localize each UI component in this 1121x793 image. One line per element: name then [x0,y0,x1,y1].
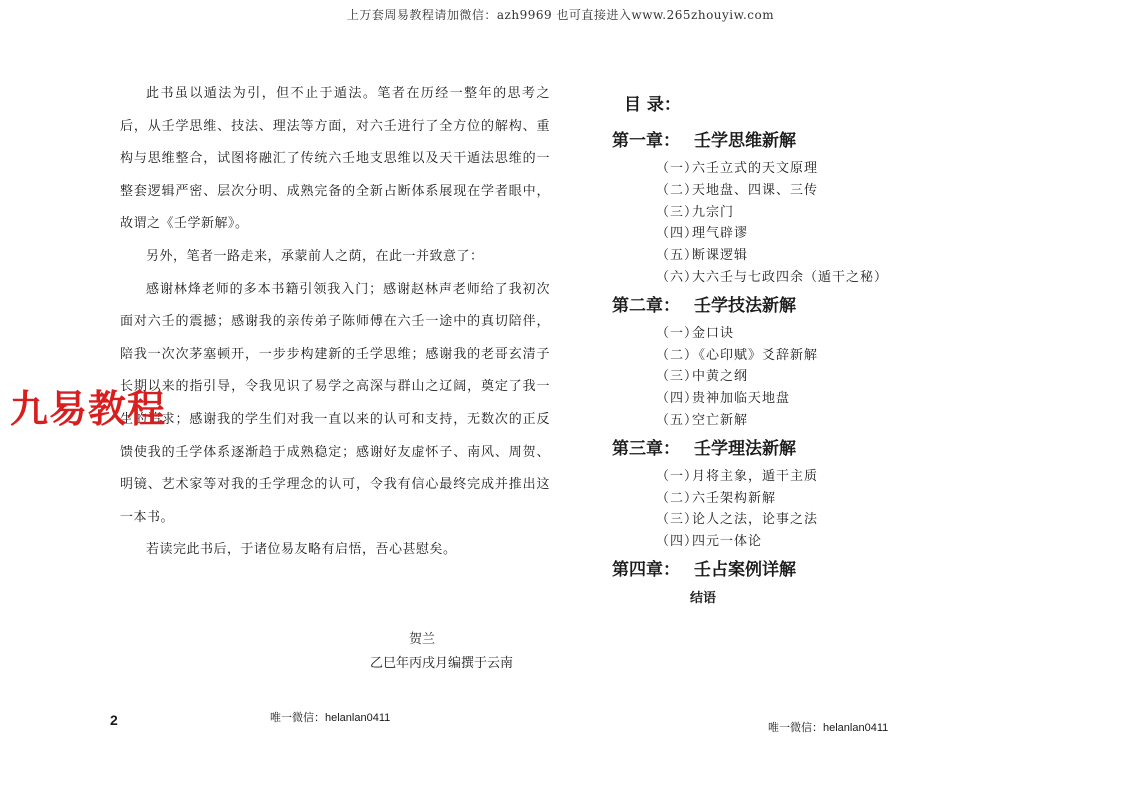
toc-item[interactable] [612,531,1072,553]
preface-paragraph-1: 此书虽以遁法为引，但不止于遁法。笔者在历经一整年的思考之后，从壬学思维、技法、理法等方面，对六壬进行了全方位的解构、重构与思维整合，试图将融汇了传统六壬地支思维以及天干遁法思维的一整套逻辑严密、层次分明、成熟完备的全新占断体系展现在学者眼中，故谓之《壬学新解》。 [120,86,550,232]
item-index: （三） [656,369,699,385]
chapter-name: 壬学思维新解 [694,131,796,151]
author-signature [370,628,513,676]
toc-item[interactable] [612,202,1072,224]
toc-item[interactable] [612,509,1072,531]
item-index: （五） [656,248,699,264]
toc-item[interactable] [612,323,1072,345]
toc-item[interactable] [612,223,1072,245]
item-text: 金口诀 [692,325,735,341]
author-name: 贺兰 [409,632,436,647]
toc-item[interactable] [612,410,1072,432]
item-index: （三） [656,204,699,220]
item-text: 贵神加临天地盘 [692,391,791,407]
chapter-4 [612,553,1072,587]
toc-item[interactable] [612,388,1072,410]
toc-item[interactable] [612,180,1072,202]
item-text: 理气辟谬 [692,226,749,242]
chapter-label: 第四章： [612,559,680,580]
chapter-name: 壬学理法新解 [694,438,796,459]
toc-title: 目 录： [624,95,681,115]
table-of-contents [612,90,1072,611]
chapter-title[interactable] [612,553,1072,587]
toc-item[interactable] [612,267,1072,289]
item-text: 断课逻辑 [692,248,749,264]
preface-text [120,78,550,567]
toc-item[interactable] [612,488,1072,510]
chapter-title[interactable] [612,289,1072,323]
item-index: （二） [656,347,699,363]
item-index: （四） [656,391,699,407]
chapter-2 [612,289,1072,432]
item-index: （三） [656,512,699,528]
item-index: （一） [656,468,699,484]
preface-paragraph-3: 感谢林烽老师的多本书籍引领我入门；感谢赵林声老师给了我初次面对六壬的震撼；感谢我的亲传弟子陈师傅在六壬一途中的真切陪伴，陪我一次次茅塞顿开，一步步构建新的壬学思维；感谢我的老哥玄清子长期以来的指引导，令我见识了易学之高深与群山之辽阔，奠定了我一生的追求；感谢我的学生们对我一直以来的认可和支持，无数次的正反馈使我的壬学体系逐渐趋于成熟稳定；感谢好友虚怀子、南风、周贺、明镜、艺术家等对我的壬学理念的认可，令我有信心最终完成并推出这一本书。 [120,281,550,525]
item-text: 六壬立式的天文原理 [692,161,819,176]
item-text: 中黄之纲 [692,369,749,385]
item-index: （五） [656,412,699,428]
chapter-label: 第一章： [612,131,680,151]
item-text: 月将主象，遁干主质 [692,468,819,484]
chapter-name: 壬学技法新解 [694,295,796,316]
toc-item[interactable] [612,366,1072,388]
chapter-3 [612,432,1072,553]
item-index: （一） [656,161,699,176]
toc-item[interactable] [612,345,1072,367]
chapter-title[interactable] [612,432,1072,466]
footer-wechat-right: 唯一微信：helanlan0411 [768,722,889,734]
toc-item[interactable] [612,158,1072,180]
item-index: （二） [656,490,699,506]
toc-item[interactable] [612,466,1072,488]
item-text: 天地盘、四课、三传 [692,182,819,198]
preface-paragraph-2: 另外，笔者一路走来，承蒙前人之荫，在此一并致意了： [146,248,484,264]
item-index: （一） [656,325,699,341]
item-text: 大六壬与七政四余（遁干之秘） [692,269,889,285]
page-header-banner: 上万套周易教程请加微信：azh9969 也可直接进入www.265zhouyiw.com [346,8,775,22]
item-text: 四元一体论 [692,534,763,550]
chapter-label: 第二章： [612,295,680,316]
chapter-name: 壬占案例详解 [694,559,796,580]
toc-item[interactable] [612,245,1072,267]
signature-date: 乙巳年丙戌月编撰于云南 [370,656,514,671]
chapter-1 [612,124,1072,289]
footer-wechat-left: 唯一微信：helanlan0411 [270,712,391,724]
item-text: 论人之法，论事之法 [692,512,819,528]
item-index: （六） [656,269,699,285]
chapter-label: 第三章： [612,438,680,459]
item-text: 六壬架构新解 [692,490,777,506]
item-index: （四） [656,226,699,242]
preface-paragraph-4: 若读完此书后，于诸位易友略有启悟，吾心甚慰矣。 [146,542,457,558]
chapter-title[interactable] [612,124,1072,158]
item-text: 《心印赋》爻辞新解 [692,347,819,363]
item-index: （四） [656,534,699,550]
item-text: 九宗门 [692,204,735,220]
item-text: 空亡新解 [692,412,749,428]
toc-conclusion[interactable]: 结语 [690,590,717,606]
item-index: （二） [656,182,699,198]
watermark-logo: 九易教程 [10,387,167,431]
page-number: 2 [110,712,118,728]
